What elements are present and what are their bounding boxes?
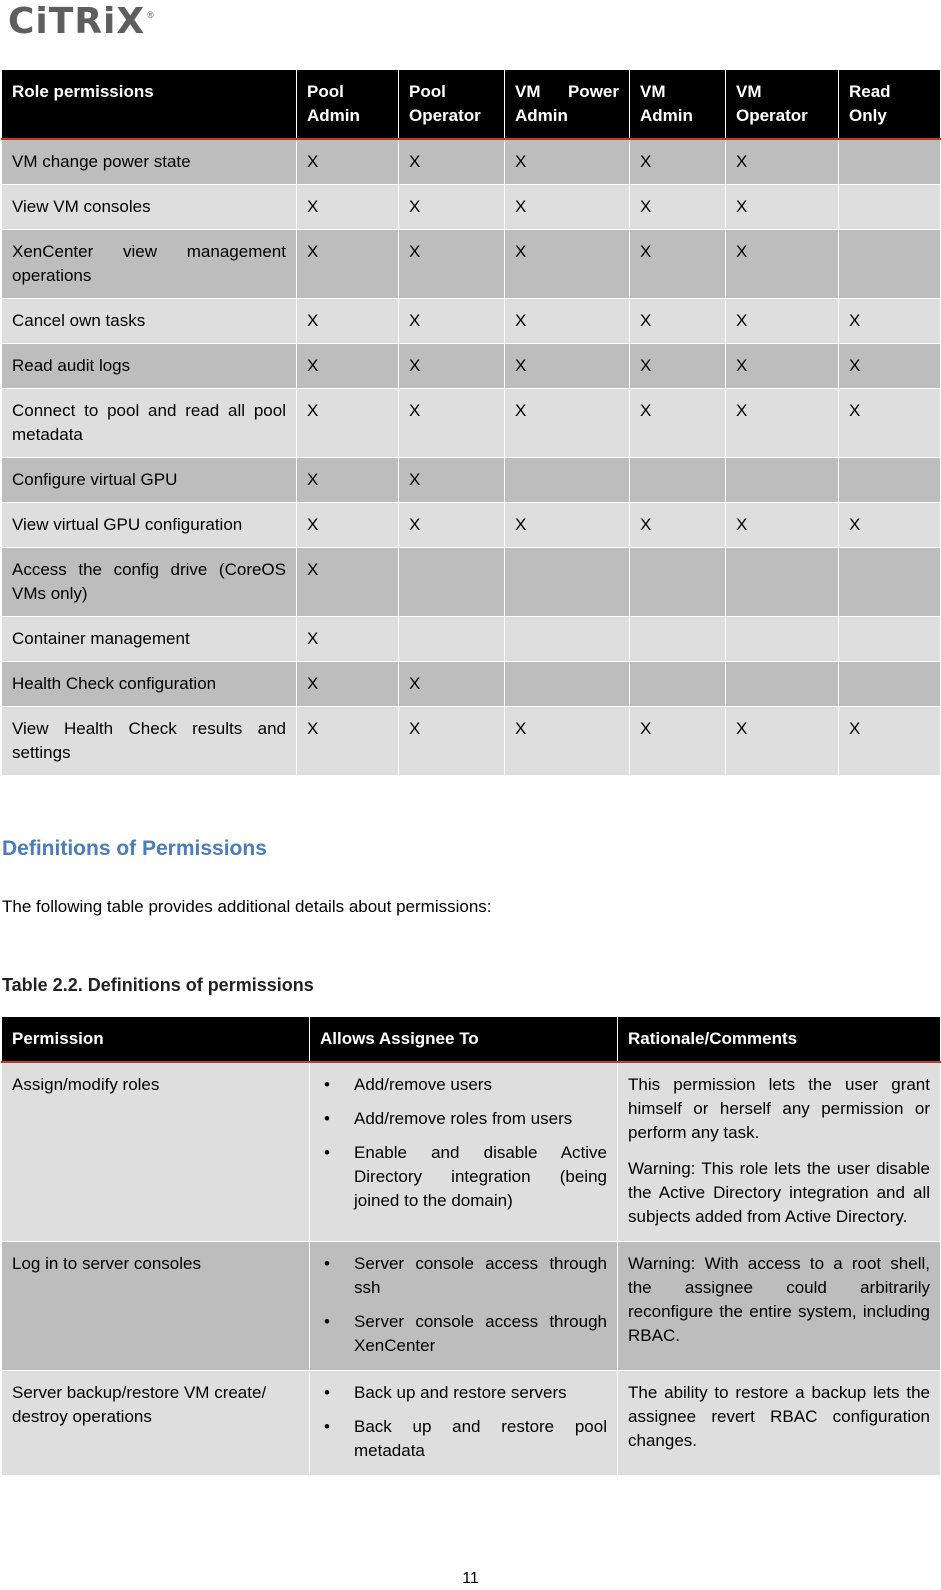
permission-mark-cell: X [505,344,630,389]
permission-mark-cell [505,617,630,662]
table-row [2,230,941,299]
permission-mark-cell: X [399,458,505,503]
permission-name-cell: View virtual GPU configuration [2,503,297,548]
column-header: Pool Admin [297,70,399,140]
permission-mark-cell: X [297,662,399,707]
permission-mark-cell: X [726,299,839,344]
logo-text: CiTRiX [8,1,146,42]
definitions-table [1,1016,941,1476]
permission-mark-cell [726,458,839,503]
permission-mark-cell: X [726,139,839,185]
table-row [2,548,941,617]
permission-mark-cell: X [399,230,505,299]
list-item: • Add/remove users [320,1073,607,1097]
permission-mark-cell [839,617,941,662]
permission-mark-cell: X [505,503,630,548]
table-header-row [2,1017,941,1063]
permission-mark-cell: X [630,299,726,344]
permission-mark-cell: X [505,707,630,776]
permission-name-cell: Configure virtual GPU [2,458,297,503]
permission-mark-cell: X [839,299,941,344]
logo-registered-mark: ® [147,10,154,20]
permission-mark-cell: X [399,299,505,344]
table-row [2,662,941,707]
permission-mark-cell: X [839,503,941,548]
page-number: 11 [462,1570,479,1587]
permission-mark-cell: X [505,139,630,185]
table-row [2,139,941,185]
permission-name-cell: Container management [2,617,297,662]
column-header: VM Power Admin [505,70,630,140]
permission-mark-cell [630,548,726,617]
permission-mark-cell [630,662,726,707]
permission-mark-cell: X [399,503,505,548]
permission-cell: Server backup/restore VM create/ destroy operations [2,1371,310,1476]
permission-cell: Assign/modify roles [2,1062,310,1242]
permission-mark-cell: X [399,139,505,185]
permission-cell: Log in to server consoles [2,1242,310,1371]
permission-mark-cell: X [297,548,399,617]
permission-mark-cell: X [297,299,399,344]
list-item: • Server console access through ssh [320,1252,607,1300]
list-item: • Server console access through XenCenter [320,1310,607,1358]
permission-mark-cell [630,617,726,662]
permission-mark-cell: X [505,230,630,299]
permission-mark-cell [839,662,941,707]
permission-mark-cell [505,458,630,503]
permission-mark-cell: X [726,707,839,776]
permission-mark-cell: X [839,344,941,389]
permission-mark-cell: X [630,139,726,185]
permission-mark-cell [839,139,941,185]
permission-mark-cell [630,458,726,503]
permission-mark-cell: X [630,185,726,230]
permission-mark-cell: X [297,389,399,458]
permission-mark-cell: X [630,707,726,776]
permission-mark-cell: X [505,185,630,230]
permission-name-cell: Connect to pool and read all pool metadata [2,389,297,458]
table-caption: Table 2.2. Definitions of permissions [2,975,314,995]
permission-mark-cell: X [399,707,505,776]
permission-mark-cell: X [839,389,941,458]
permission-mark-cell: X [505,389,630,458]
column-header: Read Only [839,70,941,140]
role-permissions-table [1,69,941,776]
list-item: • Back up and restore pool metadata [320,1415,607,1463]
permission-mark-cell [839,185,941,230]
table-row [2,299,941,344]
permission-mark-cell: X [839,707,941,776]
permission-mark-cell: X [297,458,399,503]
permission-mark-cell: X [297,344,399,389]
column-header: Allows Assignee To [310,1017,618,1063]
table-row [2,1062,941,1242]
allows-cell [310,1242,618,1371]
permission-mark-cell: X [297,617,399,662]
permission-mark-cell: X [399,662,505,707]
allows-list [320,1381,607,1463]
rationale-paragraph: Warning: This role lets the user disable the Active Directory integration and all subjects added from Active Directory. [628,1159,930,1226]
list-item: • Enable and disable Active Directory integration (being joined to the domain) [320,1141,607,1213]
list-item: • Back up and restore servers [320,1381,607,1405]
permission-mark-cell: X [399,344,505,389]
permission-mark-cell [839,230,941,299]
permission-mark-cell [505,662,630,707]
table-row [2,617,941,662]
intro-text: The following table provides additional details about permissions: [2,897,492,916]
rationale-cell [618,1062,941,1242]
table-row [2,1242,941,1371]
permission-mark-cell: X [297,230,399,299]
column-header: VM Admin [630,70,726,140]
permission-name-cell: Access the config drive (CoreOS VMs only) [2,548,297,617]
permission-mark-cell: X [297,503,399,548]
permission-mark-cell: X [505,299,630,344]
table-row [2,707,941,776]
citrix-logo [8,0,154,44]
permission-mark-cell: X [630,344,726,389]
list-item: • Add/remove roles from users [320,1107,607,1131]
permission-mark-cell [726,662,839,707]
permission-name-cell: View VM consoles [2,185,297,230]
allows-cell [310,1062,618,1242]
column-header: Rationale/Comments [618,1017,941,1063]
table-row [2,458,941,503]
table-row [2,344,941,389]
allows-list [320,1252,607,1358]
permission-mark-cell: X [297,139,399,185]
permission-mark-cell: X [630,503,726,548]
permission-mark-cell [839,458,941,503]
permission-name-cell: VM change power state [2,139,297,185]
permission-mark-cell [839,548,941,617]
permission-mark-cell: X [726,389,839,458]
permission-mark-cell [726,617,839,662]
section-heading: Definitions of Permissions [2,837,267,860]
permission-mark-cell: X [726,185,839,230]
allows-list [320,1073,607,1213]
rationale-cell [618,1371,941,1476]
table-row [2,503,941,548]
permission-mark-cell: X [726,344,839,389]
allows-cell [310,1371,618,1476]
permission-mark-cell: X [297,185,399,230]
permission-mark-cell: X [726,230,839,299]
permission-name-cell: XenCenter view management operations [2,230,297,299]
table-row [2,1371,941,1476]
permission-mark-cell: X [399,185,505,230]
column-header: VM Operator [726,70,839,140]
rationale-paragraph: This permission lets the user grant himself or herself any permission or perform any task. [628,1075,930,1142]
permission-mark-cell: X [630,230,726,299]
permission-mark-cell [505,548,630,617]
rationale-cell [618,1242,941,1371]
column-header: Role permissions [2,70,297,140]
permission-name-cell: View Health Check results and settings [2,707,297,776]
column-header: Pool Operator [399,70,505,140]
permission-name-cell: Health Check configuration [2,662,297,707]
permission-name-cell: Cancel own tasks [2,299,297,344]
permission-mark-cell: X [630,389,726,458]
column-header: Permission [2,1017,310,1063]
permission-mark-cell: X [726,503,839,548]
permission-mark-cell [399,548,505,617]
table-row [2,389,941,458]
permission-mark-cell: X [297,707,399,776]
rationale-paragraph: Warning: With access to a root shell, the assignee could arbitrarily reconfigure the entire system, including RBAC. [628,1254,930,1345]
permission-name-cell: Read audit logs [2,344,297,389]
permission-mark-cell: X [399,389,505,458]
rationale-paragraph: The ability to restore a backup lets the assignee revert RBAC configuration changes. [628,1383,930,1450]
permission-mark-cell [726,548,839,617]
table-header-row [2,70,941,140]
table-row [2,185,941,230]
permission-mark-cell [399,617,505,662]
